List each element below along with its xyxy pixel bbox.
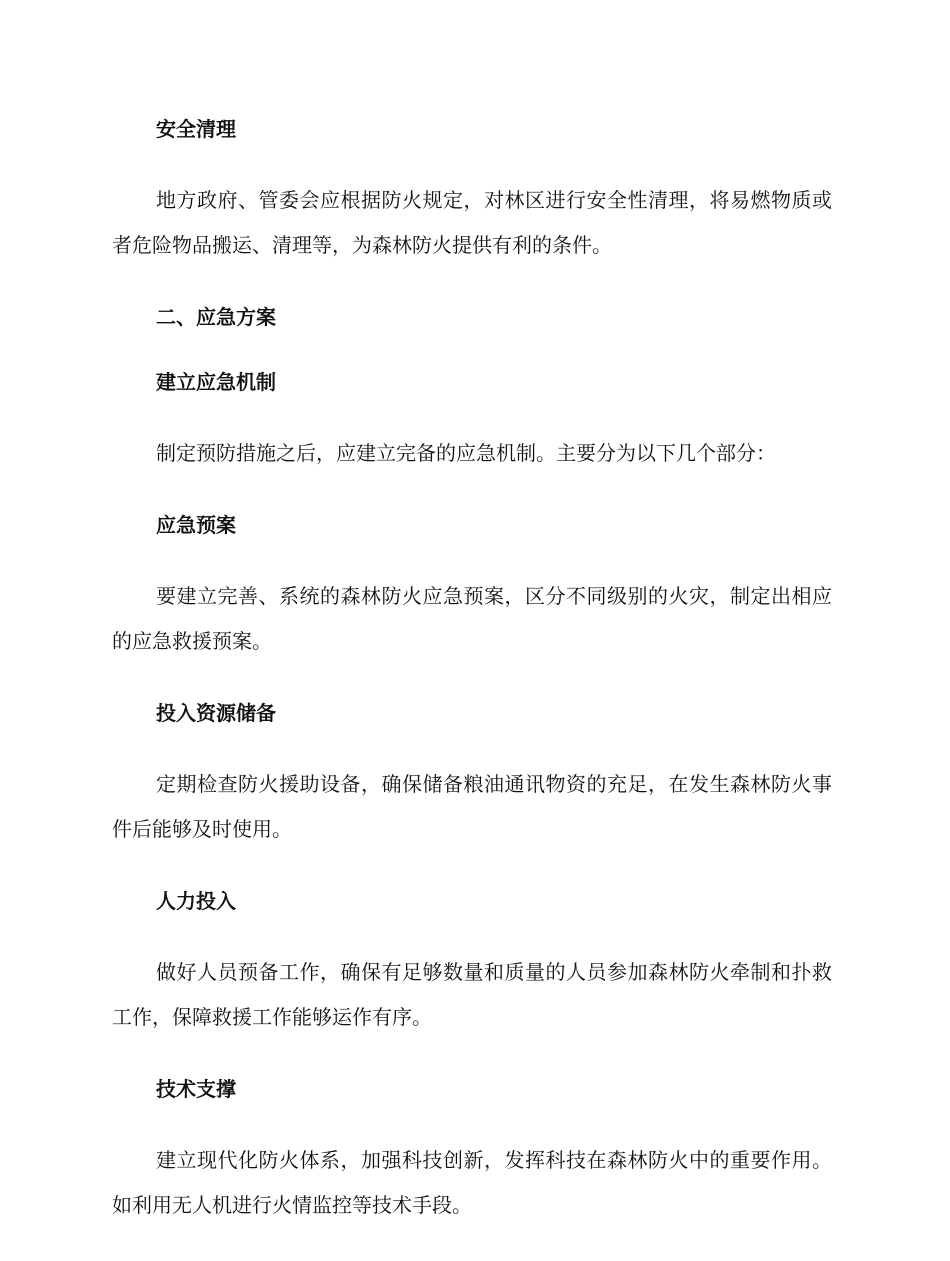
section-heading-human-input: 人力投入 — [156, 889, 236, 913]
paragraph-emergency-mechanism: 制定预防措施之后，应建立完备的应急机制。主要分为以下几个部分： — [156, 441, 776, 465]
section-heading-emergency-plan: 二、应急方案 — [156, 305, 276, 329]
section-heading-safety-cleanup: 安全清理 — [156, 117, 236, 141]
paragraph-emergency-preplan: 要建立完善、系统的森林防火应急预案，区分不同级别的火灾，制定出相应的应急救援预案。 — [112, 584, 832, 653]
paragraph-safety-cleanup: 地方政府、管委会应根据防火规定，对林区进行安全性清理，将易燃物质或者危险物品搬运、清理等，为森林防火提供有利的条件。 — [112, 188, 832, 257]
document-body — [112, 113, 832, 1261]
section-heading-tech-support: 技术支撑 — [156, 1077, 236, 1101]
paragraph-tech-support: 建立现代化防火体系，加强科技创新，发挥科技在森林防火中的重要作用。如利用无人机进行火情监控等技术手段。 — [112, 1148, 832, 1217]
section-heading-resource-reserve: 投入资源储备 — [156, 701, 276, 725]
section-heading-emergency-mechanism: 建立应急机制 — [156, 370, 276, 394]
paragraph-resource-reserve: 定期检查防火援助设备，确保储备粮油通讯物资的充足，在发生森林防火事件后能够及时使用。 — [112, 772, 832, 841]
section-heading-emergency-preplan: 应急预案 — [156, 513, 236, 537]
paragraph-human-input: 做好人员预备工作，确保有足够数量和质量的人员参加森林防火牵制和扑救工作，保障救援工作能够运作有序。 — [112, 960, 832, 1029]
